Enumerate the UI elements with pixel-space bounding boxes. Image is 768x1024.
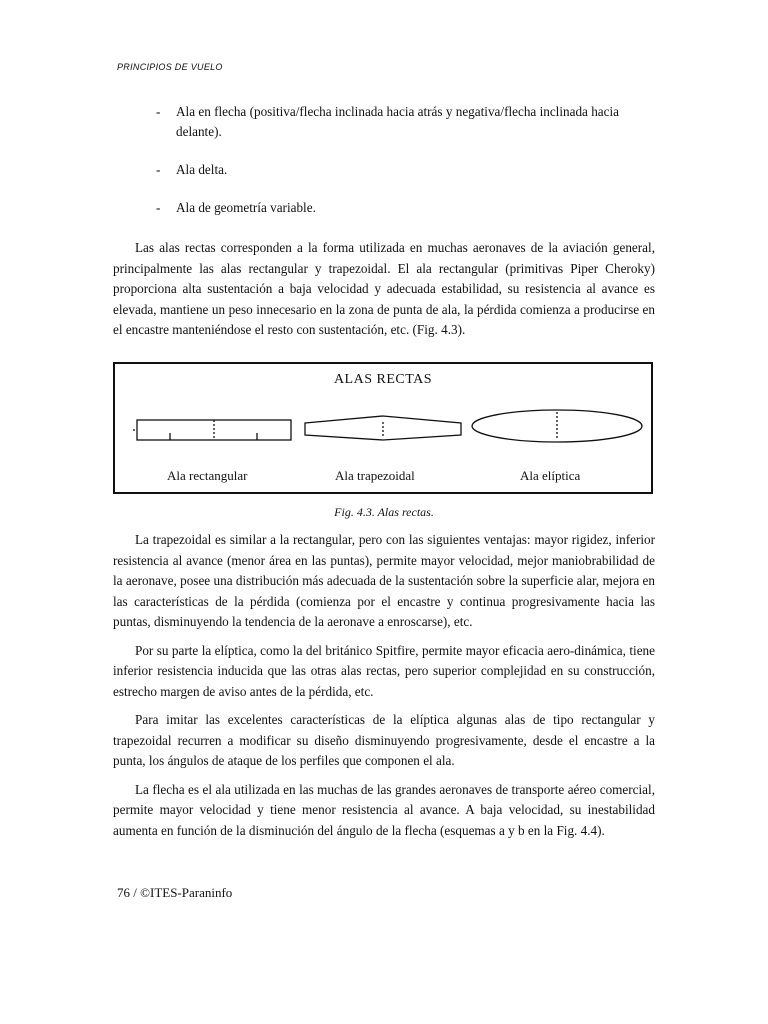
bullet-text: Ala en flecha (positiva/flecha inclinada hacia atrás y negativa/flecha inclinada hacia delante).: [176, 104, 620, 139]
bullet-text: Ala de geometría variable.: [176, 200, 316, 215]
figure-caption: Fig. 4.3. Alas rectas.: [334, 505, 434, 519]
label-ala-eliptica: Ala elíptica: [520, 468, 581, 483]
list-item: - Ala en flecha (positiva/flecha inclinada hacia atrás y negativa/flecha inclinada hacia delante).: [156, 102, 656, 142]
elliptical-wing-shape: [472, 410, 642, 442]
figure-title: ALAS RECTAS: [333, 372, 433, 387]
list-item: - Ala delta.: [156, 160, 656, 180]
bullet-text: Ala delta.: [176, 162, 228, 177]
bullet-list: [156, 102, 656, 236]
page-footer: 76 / ©ITES-Paraninfo: [117, 885, 233, 900]
running-header: PRINCIPIOS DE VUELO: [117, 62, 223, 72]
paragraph: Por su parte la elíptica, como la del británico Spitfire, permite mayor eficacia aero-dinámica, tiene inferior resistencia inducida que las otras alas rectas, pero superior complejidad en su construcción, estrecho margen de aviso antes de la pérdida, etc.: [113, 642, 655, 699]
label-ala-rectangular: Ala rectangular: [167, 468, 248, 483]
body-text-bottom: [113, 530, 655, 849]
paragraph: Las alas rectas corresponden a la forma utilizada en muchas aeronaves de la aviación general, principalmente las alas rectangular y trapezoidal. El ala rectangular (primitivas Piper Cheroky) proporciona alta sustentación a baja velocidad y adecuada estabilidad, su resistencia al avance es elevada, mantiene un peso innecesario en la zona de punta de ala, la pérdida comienza a producirse en el encastre manteniéndose el resto con sustentación, etc. (Fig. 4.3).: [113, 240, 655, 337]
paragraph: La flecha es el ala utilizada en las muchas de las grandes aeronaves de transporte aéreo comercial, permite mayor velocidad y tiene menor resistencia al avance. A baja velocidad, su inestabilidad aumenta en función de la disminución del ángulo de la flecha (esquemas a y b en la Fig. 4.4).: [113, 781, 655, 838]
figure-alas-rectas: [113, 362, 653, 494]
label-ala-trapezoidal: Ala trapezoidal: [335, 468, 415, 483]
paragraph: Para imitar las excelentes características de la elíptica algunas alas de tipo rectangular y trapezoidal recurren a modificar su diseño disminuyendo progresivamente, desde el encastre a la punta, los ángulos de ataque de los perfiles que componen el ala.: [113, 712, 655, 768]
body-text-top: [113, 238, 655, 349]
trapezoidal-wing-shape: [305, 416, 461, 440]
rectangular-wing-shape: [133, 420, 291, 440]
paragraph: La trapezoidal es similar a la rectangular, pero con las siguientes ventajas: mayor rigidez, inferior resistencia al avance (menor área en las puntas), permite mayor velocidad, mejor maniobrabilidad de la aeronave, posee una distribución más adecuada de la sustentación sobre la superficie alar, mejora en las características de la pérdida (comienza por el encastre y continua progresivamente hacia las puntas, disminuyendo la tendencia de la aeronave a enroscarse), etc.: [113, 532, 655, 629]
list-item: - Ala de geometría variable.: [156, 198, 656, 218]
